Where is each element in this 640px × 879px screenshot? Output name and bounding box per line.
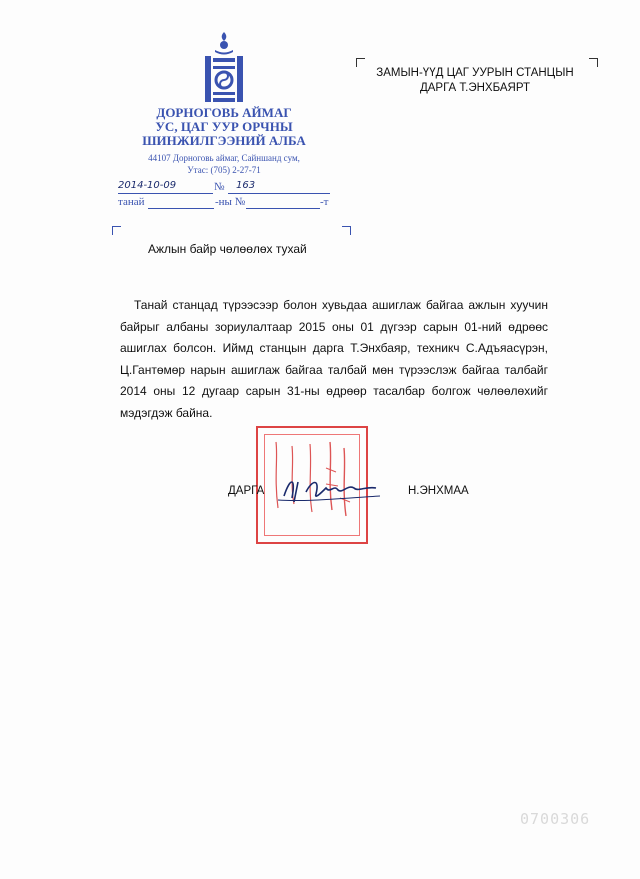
organization-name xyxy=(118,106,330,148)
signatory-name: Н.ЭНХМАА xyxy=(408,485,469,497)
org-line: УС, ЦАГ УУР ОРЧНЫ xyxy=(155,119,293,134)
org-line: ШИНЖИЛГЭЭНИЙ АЛБА xyxy=(142,133,306,148)
date-number-line xyxy=(118,180,338,196)
addressee-line: ДАРГА Т.ЭНХБАЯРТ xyxy=(419,82,531,94)
document-serial-number: 0700306 xyxy=(520,810,591,828)
reply-reference-line xyxy=(118,195,338,211)
letter-body: Танай станцад түрээсээр болон хувьдаа ашиглаж байгаа ажлын хуучин байрыг албаны зориулалтаар 2015 оны 01 дүгээр сарын 01-ний өдрөөс ашиглах болсон. Иймд станцын дарга Т.Энхбаяр, техникч С.Адъяасүрэн, Ц.Гантөмөр нарын ашиглаж байгаа талбай мөн түрээслэж байгаа талбайг 2014 оны 12 дугаар сарын 31-ны өдрөөр тасалбар болгож чөлөөлөхийг мэдэгдэж байна. xyxy=(120,298,548,420)
handwritten-date: 2014-10-09 xyxy=(118,180,177,191)
handwritten-number: 163 xyxy=(236,180,256,191)
number-label: № xyxy=(214,181,225,193)
subject-corner-left xyxy=(112,226,121,235)
organization-address xyxy=(118,152,330,176)
reply-prefix: танай xyxy=(118,196,145,208)
signatory-title: ДАРГА xyxy=(228,485,265,497)
addressee-line: ЗАМЫН-ҮҮД ЦАГ УУРЫН СТАНЦЫН xyxy=(376,67,574,79)
addressee xyxy=(355,66,595,96)
address-line: 44107 Дорноговь аймаг, Сайншанд сум, xyxy=(148,153,300,163)
reply-mid: -ны № xyxy=(215,196,246,208)
org-line: ДОРНОГОВЬ АЙМАГ xyxy=(156,105,292,120)
phone-line: Утас: (705) 2-27-71 xyxy=(187,165,261,175)
soyombo-emblem-icon xyxy=(201,30,247,104)
reply-suffix: -т xyxy=(320,196,329,208)
letter-subject: Ажлын байр чөлөөлөх тухай xyxy=(148,242,307,256)
handwritten-signature-icon xyxy=(276,472,386,506)
subject-corner-right xyxy=(342,226,351,235)
